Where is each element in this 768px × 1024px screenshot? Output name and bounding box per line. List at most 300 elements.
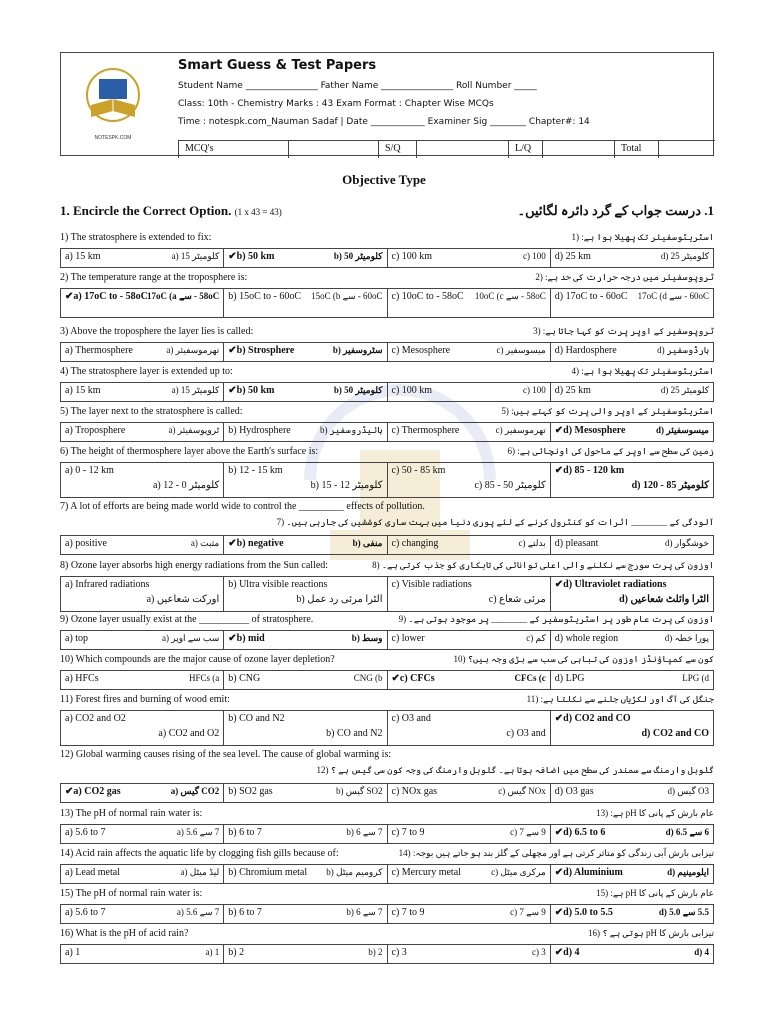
question-ur: گلوبل وارمنگ سے سمندر کی سطح میں اضافہ ہوتا ہے۔ گلوبل وارمنگ کی وجہ کون سی گیس ہے ؟ (12 xyxy=(316,765,714,775)
option-label: d) Mesosphere xyxy=(563,425,626,436)
option-label: b) 50 km xyxy=(236,251,275,262)
option-text-en xyxy=(555,633,618,644)
option-text-en xyxy=(65,867,120,878)
option-text-en xyxy=(555,385,591,396)
option-c[interactable] xyxy=(387,711,550,745)
option-label: a) Infrared radiations xyxy=(65,579,150,590)
check-mark-icon: ✔ xyxy=(228,345,237,356)
option-text-ur: CNG (b xyxy=(353,673,383,683)
option-text-en xyxy=(228,907,262,918)
lq-marks-cell xyxy=(542,141,614,158)
marks-table xyxy=(178,140,715,157)
option-b[interactable] xyxy=(223,631,386,649)
option-c[interactable] xyxy=(387,865,550,883)
option-text-en xyxy=(228,251,274,262)
option-text-en xyxy=(555,465,625,476)
option-label: b) 12 - 15 km xyxy=(228,465,283,476)
check-mark-icon: ✔ xyxy=(228,251,237,262)
option-label: c) NOx gas xyxy=(391,786,438,797)
option-label: b) 6 to 7 xyxy=(228,827,262,838)
option-d[interactable] xyxy=(550,711,713,745)
option-b[interactable] xyxy=(223,343,386,361)
question-ur: عام بارش کے پانی کا pH ہے: (15 xyxy=(596,888,714,898)
option-text-ur: 1 (a xyxy=(205,947,220,957)
option-label: a) 5.6 to 7 xyxy=(65,827,106,838)
total-label: Total xyxy=(614,141,658,158)
option-text-ur: پورا خطہ (d xyxy=(664,633,709,643)
option-label: a) positive xyxy=(65,538,107,549)
book-logo-icon xyxy=(77,65,149,135)
option-d[interactable] xyxy=(550,671,713,689)
option-b[interactable] xyxy=(223,577,386,611)
option-label: b) SO2 gas xyxy=(228,786,273,797)
option-text-ur: 4 (d xyxy=(694,947,709,957)
option-text-en xyxy=(392,465,446,476)
option-text-en xyxy=(392,251,433,262)
option-d[interactable] xyxy=(550,343,713,361)
option-c[interactable] xyxy=(387,343,550,361)
option-text-ur: میسوسفیئر (d xyxy=(656,425,709,435)
option-a[interactable] xyxy=(61,825,223,843)
option-text-en xyxy=(228,633,264,644)
option-c[interactable] xyxy=(387,631,550,649)
question-ur: تیزابی بارش کا pH ہوتی ہے ؟ (16 xyxy=(588,928,714,938)
option-label: b) Chromium metal xyxy=(228,867,308,878)
option-text-ur: سب سے اوپر (a xyxy=(161,633,220,643)
option-label: d) 25 km xyxy=(554,251,591,262)
option-text-en xyxy=(65,579,149,590)
option-text-ur: لیڈ میٹل (a xyxy=(180,867,220,877)
option-text-en xyxy=(555,579,667,590)
option-text-en xyxy=(555,786,594,797)
option-text-en xyxy=(555,947,580,958)
question-en: 16) What is the pH of acid rain? xyxy=(60,928,189,939)
question-text xyxy=(60,560,714,576)
option-text-en xyxy=(228,827,262,838)
option-text-ur: ہارڈوسفیر (d xyxy=(657,345,709,355)
option-c[interactable] xyxy=(387,825,550,843)
question-en: 8) Ozone layer absorbs high energy radiations from the Sun called: xyxy=(60,560,329,571)
question-en: 12) Global warming causes rising of the sea level. The cause of global warming is: xyxy=(60,749,392,760)
option-text-en xyxy=(555,827,606,838)
options-row xyxy=(60,422,714,442)
option-text-en xyxy=(392,385,433,396)
option-d[interactable] xyxy=(550,945,713,963)
option-text-en xyxy=(228,345,294,356)
option-text-ur: 7 سے 6 (b xyxy=(346,907,383,917)
check-mark-icon: ✔ xyxy=(391,673,400,684)
option-text-en xyxy=(392,827,425,838)
option-c[interactable] xyxy=(387,536,550,554)
question-text xyxy=(60,326,714,342)
option-text-en xyxy=(555,867,623,878)
option-b[interactable] xyxy=(223,671,386,689)
options-row xyxy=(60,342,714,362)
question-en: 7) A lot of efforts are being made world wide to control the _________ effects of pollution. xyxy=(60,501,425,512)
question-en: 2) The temperature range at the troposphere is: xyxy=(60,272,248,283)
question-en: 11) Forest fires and burning of wood emit: xyxy=(60,694,230,705)
option-text-ur: HFCs (a xyxy=(188,673,220,683)
option-b[interactable] xyxy=(223,784,386,802)
check-mark-icon: ✔ xyxy=(554,713,564,724)
option-text-ur: تھرموسفیر (c xyxy=(495,425,546,435)
option-label: a) CO2 gas xyxy=(73,786,121,797)
option-label: a) top xyxy=(65,633,89,644)
logo-caption: NOTESPK.COM xyxy=(94,135,132,141)
option-text-en xyxy=(555,673,585,684)
option-d[interactable] xyxy=(550,423,713,441)
option-label: a) Troposphere xyxy=(65,425,126,436)
options-row xyxy=(60,783,714,803)
option-text-ur: تھرموسفیئر (a xyxy=(166,345,220,355)
option-d[interactable] xyxy=(550,905,713,923)
option-text-ur: کم (c xyxy=(526,633,546,643)
option-label: a) HFCs xyxy=(65,673,99,684)
question-ur: کون سے کمپاؤنڈز اوزون کی تباہی کی سب سے بڑی وجہ ہیں؟ (10 xyxy=(453,654,714,664)
option-text-en xyxy=(392,579,472,590)
option-text-en xyxy=(228,538,283,549)
option-text-en xyxy=(65,291,148,302)
sq-label: S/Q xyxy=(378,141,416,158)
option-c[interactable] xyxy=(387,577,550,611)
option-label: d) 6.5 to 6 xyxy=(563,827,606,838)
option-c[interactable] xyxy=(387,784,550,802)
option-text-ur: 2 (b xyxy=(368,947,383,957)
question-en: 4) The stratosphere layer is extended up to: xyxy=(60,366,233,377)
option-label: c) 3 xyxy=(391,947,407,958)
option-label: c) 7 to 9 xyxy=(391,827,425,838)
option-b[interactable] xyxy=(223,865,386,883)
options-row xyxy=(60,382,714,402)
option-a[interactable] xyxy=(61,383,223,401)
options-row xyxy=(60,824,714,844)
question-text xyxy=(60,232,714,248)
question-text xyxy=(60,272,714,288)
option-text-ur: میسوسفیر (c xyxy=(496,345,546,355)
option-text-ur: 100 (c xyxy=(523,385,546,395)
option-b[interactable] xyxy=(223,905,386,923)
mcq-label: MCQ's xyxy=(178,141,288,158)
option-label: b) 6 to 7 xyxy=(228,907,262,918)
school-logo xyxy=(77,65,149,147)
option-text-ur: CO2 گیس (a xyxy=(170,786,220,796)
option-label: b) 50 km xyxy=(236,385,275,396)
option-label: a) 0 - 12 km xyxy=(65,465,114,476)
option-d[interactable] xyxy=(550,825,713,843)
option-a[interactable] xyxy=(61,865,223,883)
question-en: 1) The stratosphere is extended to fix: xyxy=(60,232,212,243)
check-mark-icon: ✔ xyxy=(554,425,564,436)
option-text-ur: سٹروسفیر (b xyxy=(332,345,383,355)
option-text-en xyxy=(392,713,431,724)
question-en: 14) Acid rain affects the aquatic life by clogging fish gills because of: xyxy=(60,848,339,859)
option-text-en xyxy=(228,713,284,724)
option-label: a) Lead metal xyxy=(65,867,120,878)
question-text xyxy=(60,888,714,904)
option-label: a) 17oC to - 58oC xyxy=(73,291,148,302)
option-d[interactable] xyxy=(550,383,713,401)
option-c[interactable] xyxy=(387,463,550,497)
options-row xyxy=(60,462,714,498)
check-mark-icon: ✔ xyxy=(228,385,237,396)
option-text-en xyxy=(392,673,435,684)
question-en: 13) The pH of normal rain water is: xyxy=(60,808,203,819)
option-text-en xyxy=(228,673,260,684)
option-text-en xyxy=(392,786,438,797)
option-text-ur: c) O3 and xyxy=(506,728,546,739)
option-text-ur: بدلتے (c xyxy=(518,538,546,548)
option-b[interactable] xyxy=(223,945,386,963)
option-label: d) Aluminium xyxy=(563,867,623,878)
option-text-ur: کرومیم میٹل (b xyxy=(326,867,383,877)
instruction-text: 1. Encircle the Correct Option. xyxy=(60,203,232,218)
option-text-ur: الٹرا مرئی رد عمل (b xyxy=(296,594,383,605)
option-b[interactable] xyxy=(223,289,386,317)
option-text-en xyxy=(555,907,613,918)
option-b[interactable] xyxy=(223,249,386,267)
option-d[interactable] xyxy=(550,463,713,497)
option-text-en xyxy=(555,425,626,436)
option-a[interactable] xyxy=(61,289,223,317)
option-label: d) 5.0 to 5.5 xyxy=(563,907,613,918)
question-text xyxy=(60,749,714,783)
question-text xyxy=(60,446,714,462)
option-text-en xyxy=(228,425,290,436)
option-text-en xyxy=(228,291,301,302)
option-text-en xyxy=(392,538,439,549)
option-c[interactable] xyxy=(387,423,550,441)
option-text-ur: کلومیٹر 25 (d xyxy=(660,251,709,261)
option-text-ur: وسط (b xyxy=(351,633,383,643)
options-row xyxy=(60,288,714,318)
options-row xyxy=(60,710,714,746)
question-text xyxy=(60,501,714,535)
option-label: b) mid xyxy=(236,633,265,644)
option-text-ur: 9 سے 7 (c xyxy=(510,907,546,917)
option-label: c) Mesosphere xyxy=(391,345,451,356)
option-text-ur: کلومیٹر 50 - 85 (c xyxy=(474,480,546,491)
option-a[interactable] xyxy=(61,536,223,554)
option-label: c) lower xyxy=(391,633,425,644)
option-label: c) Thermosphere xyxy=(391,425,460,436)
question-text xyxy=(60,928,714,944)
options-row xyxy=(60,864,714,884)
question-en: 6) The height of thermosphere layer above the Earth's surface is: xyxy=(60,446,319,457)
check-mark-icon: ✔ xyxy=(554,867,564,878)
question-ur: اسٹریٹوسفیئر تک پھیلا ہوا ہے: (4 xyxy=(571,366,714,376)
option-label: a) 5.6 to 7 xyxy=(65,907,106,918)
option-a[interactable] xyxy=(61,671,223,689)
option-a[interactable] xyxy=(61,577,223,611)
option-b[interactable] xyxy=(223,423,386,441)
class-info-line: Class: 10th - Chemistry Marks : 43 Exam Format : Chapter Wise MCQs xyxy=(178,99,494,109)
option-d[interactable] xyxy=(550,865,713,883)
option-text-ur: 5.5 سے 5.0 (d xyxy=(658,907,709,917)
check-mark-icon: ✔ xyxy=(554,947,564,958)
option-text-ur: الٹرا وائلٹ شعاعیں (d xyxy=(619,594,709,605)
option-d[interactable] xyxy=(550,784,713,802)
options-row xyxy=(60,670,714,690)
option-text-ur: 60oC - سے 15oC (b xyxy=(311,291,383,301)
check-mark-icon: ✔ xyxy=(554,907,564,918)
instruction-en xyxy=(60,203,282,219)
option-text-ur: O3 گیس (d xyxy=(667,786,709,796)
option-text-en xyxy=(65,538,107,549)
option-text-en xyxy=(392,947,407,958)
option-text-en xyxy=(392,907,425,918)
question-text xyxy=(60,366,714,382)
lq-label: L/Q xyxy=(508,141,542,158)
option-a[interactable] xyxy=(61,784,223,802)
question-text xyxy=(60,808,714,824)
section-title: Objective Type xyxy=(342,172,426,187)
option-a[interactable] xyxy=(61,945,223,963)
time-info-line: Time : notespk.com_Nauman Sadaf | Date ____________ Examiner Sig ________ Chapter#: 14 xyxy=(178,117,590,127)
option-label: d) LPG xyxy=(554,673,585,684)
option-text-ur: مرئی شعاع (c xyxy=(488,594,546,605)
option-text-en xyxy=(555,538,599,549)
option-text-ur: 9 سے 7 (c xyxy=(510,827,546,837)
option-text-ur: a) CO2 and O2 xyxy=(158,728,220,739)
sq-marks-cell xyxy=(416,141,508,158)
question-ur: اوزون کی پرت سورج سے نکلنے والی اعلی توانائی کی تابکاری کو جذب کرتی ہے۔ (8 xyxy=(372,560,714,570)
option-text-en xyxy=(228,786,272,797)
option-text-ur: 100 (c xyxy=(523,251,546,261)
option-label: d) CO2 and CO xyxy=(563,713,631,724)
option-text-en xyxy=(65,251,101,262)
option-text-en xyxy=(228,867,307,878)
option-label: d) Ultraviolet radiations xyxy=(563,579,667,590)
option-label: d) pleasant xyxy=(554,538,599,549)
option-text-ur: d) CO2 and CO xyxy=(641,728,709,739)
option-c[interactable] xyxy=(387,671,550,689)
options-row xyxy=(60,248,714,268)
check-mark-icon: ✔ xyxy=(65,786,74,797)
option-text-en xyxy=(65,385,101,396)
mcq-marks-cell xyxy=(288,141,378,158)
option-text-ur: کلومیٹر 15 (a xyxy=(171,251,220,261)
question-ur: جنگل کی آگ اور لکڑیاں جلنے سے نکلتا ہے: (11 xyxy=(526,694,714,704)
question-ur: ٹروپوسفیر کے اوپر پرت کو کہا جاتا ہے: (3 xyxy=(533,326,714,336)
option-text-ur: ٹروپوسفیئر (a xyxy=(168,425,220,435)
option-c[interactable] xyxy=(387,383,550,401)
option-text-ur: NOx گیس (c xyxy=(498,786,546,796)
option-text-en xyxy=(65,827,106,838)
option-label: c) Visible radiations xyxy=(391,579,472,590)
option-text-ur: ایلومینیم (d xyxy=(667,867,709,877)
option-b[interactable] xyxy=(223,711,386,745)
option-d[interactable] xyxy=(550,536,713,554)
question-ur: اسٹریٹوسفیئر تک پھیلا ہوا ہے: (1 xyxy=(571,232,714,242)
option-c[interactable] xyxy=(387,945,550,963)
check-mark-icon: ✔ xyxy=(228,538,237,549)
question-en: 15) The pH of normal rain water is: xyxy=(60,888,203,899)
option-text-en xyxy=(555,345,617,356)
option-text-en xyxy=(228,947,244,958)
option-b[interactable] xyxy=(223,825,386,843)
option-c[interactable] xyxy=(387,905,550,923)
option-text-ur: 7 سے 5.6 (a xyxy=(176,827,220,837)
option-text-ur: 58oC - سے 17oC (a xyxy=(146,291,220,301)
option-a[interactable] xyxy=(61,905,223,923)
option-text-en xyxy=(65,947,80,958)
option-text-ur: CFCs (c xyxy=(514,673,546,683)
option-text-en xyxy=(392,345,451,356)
option-a[interactable] xyxy=(61,249,223,267)
options-row xyxy=(60,904,714,924)
option-text-en xyxy=(555,251,591,262)
student-info-line: Student Name ________________ Father Name ________________ Roll Number _____ xyxy=(178,81,537,91)
option-label: c) 100 km xyxy=(391,251,433,262)
instruction-marks: (1 x 43 = 43) xyxy=(234,207,282,217)
option-a[interactable] xyxy=(61,631,223,649)
option-b[interactable] xyxy=(223,383,386,401)
option-c[interactable] xyxy=(387,249,550,267)
check-mark-icon: ✔ xyxy=(554,579,564,590)
option-label: b) negative xyxy=(236,538,284,549)
option-text-ur: منفی (b xyxy=(352,538,383,548)
question-ur: زمین کی سطح سے اوپر کے ماحول کی اونچائی ہے: (6 xyxy=(507,446,714,456)
options-row xyxy=(60,630,714,650)
option-text-ur: کلومیٹر 25 (d xyxy=(660,385,709,395)
option-text-ur: کلومیٹر 0 - 12 (a xyxy=(152,480,220,491)
option-label: a) 15 km xyxy=(65,385,101,396)
option-text-ur: LPG (d xyxy=(682,673,709,683)
option-a[interactable] xyxy=(61,711,223,745)
option-label: a) 15 km xyxy=(65,251,101,262)
option-label: c) O3 and xyxy=(391,713,431,724)
option-text-en xyxy=(65,465,114,476)
option-text-en xyxy=(392,425,460,436)
option-d[interactable] xyxy=(550,577,713,611)
option-text-en xyxy=(65,345,133,356)
option-text-ur: اورکت شعاعیں (a xyxy=(146,594,220,605)
check-mark-icon: ✔ xyxy=(228,633,237,644)
option-a[interactable] xyxy=(61,423,223,441)
option-label: c) changing xyxy=(391,538,439,549)
option-text-ur: مرکری میٹل (c xyxy=(491,867,546,877)
option-text-ur: 7 سے 5.6 (a xyxy=(176,907,220,917)
option-a[interactable] xyxy=(61,463,223,497)
option-text-ur: کلومیٹر 15 (a xyxy=(171,385,220,395)
option-b[interactable] xyxy=(223,536,386,554)
option-label: b) 15oC to - 60oC xyxy=(228,291,302,302)
options-row xyxy=(60,576,714,612)
option-label: a) Thermosphere xyxy=(65,345,133,356)
option-d[interactable] xyxy=(550,289,713,317)
question-text xyxy=(60,406,714,422)
question-text xyxy=(60,694,714,710)
option-b[interactable] xyxy=(223,463,386,497)
option-label: c) 100 km xyxy=(391,385,433,396)
option-label: a) CO2 and O2 xyxy=(65,713,126,724)
option-text-en xyxy=(65,907,106,918)
option-label: c) 50 - 85 km xyxy=(391,465,446,476)
question-ur: ٹروپوسفیئر میں درجہ حرارت کی حد ہے: (2 xyxy=(535,272,714,282)
option-d[interactable] xyxy=(550,249,713,267)
option-d[interactable] xyxy=(550,631,713,649)
option-text-ur: 58oC - سے 10oC (c xyxy=(474,291,546,301)
option-a[interactable] xyxy=(61,343,223,361)
option-label: d) 4 xyxy=(563,947,580,958)
instruction-ur: 1. درست جواب کے گرد دائرہ لگائیں۔ xyxy=(517,203,714,218)
option-text-en xyxy=(228,465,282,476)
option-c[interactable] xyxy=(387,289,550,317)
question-text xyxy=(60,848,714,864)
option-text-ur: 60oC - سے 17oC (d xyxy=(637,291,709,301)
option-label: d) 17oC to - 60oC xyxy=(554,291,628,302)
question-ur: اوزون کی پرت عام طور پر اسٹریٹوسفیر کے ________ پر موجود ہوتی ہے۔ (9 xyxy=(398,614,714,624)
